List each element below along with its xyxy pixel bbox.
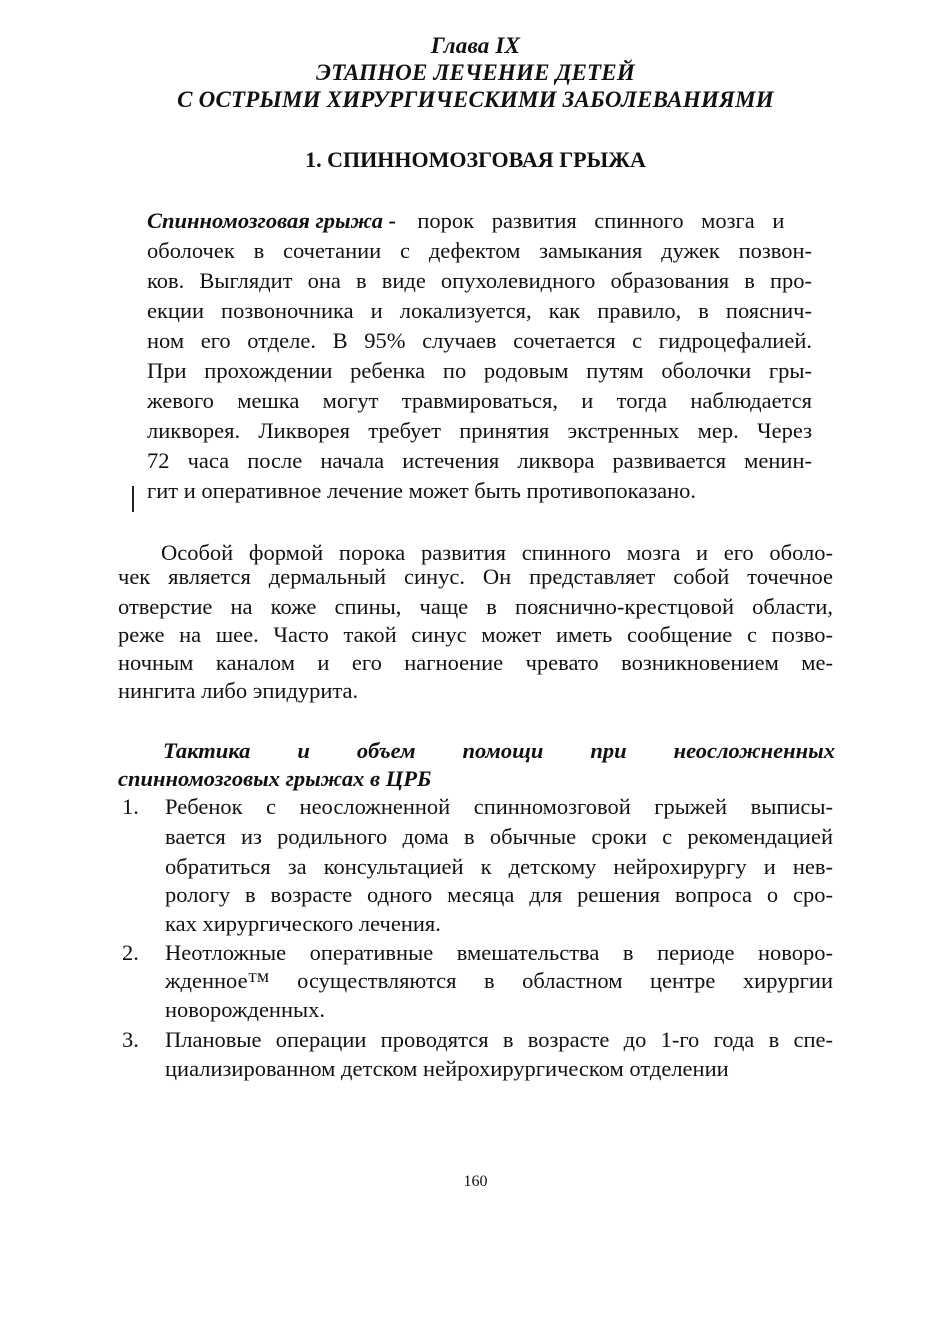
definition-line: ликворея. Ликворея требует принятия экстренных мер. Через xyxy=(147,418,812,443)
definition-line: жевого мешка могут травмироваться, и тогда наблюдается xyxy=(147,388,812,413)
paragraph-line: Особой формой порока развития спинного мозга и его оболо- xyxy=(161,540,833,565)
list-item-line: вается из родильного дома в обычные сроки с рекомендацией xyxy=(165,824,833,849)
list-number: 1. xyxy=(122,794,139,819)
paragraph-line: нингита либо эпидурита. xyxy=(118,678,359,703)
paragraph-line: ночным каналом и его нагноение чревато возникновением ме- xyxy=(118,650,833,675)
definition-line: ном его отделе. В 95% случаев сочетается с гидроцефалией. xyxy=(147,328,812,353)
list-item-line: жденное™ осуществляются в областном центре хирургии xyxy=(165,968,833,993)
definition-line: 72 часа после начала истечения ликвора развивается менин- xyxy=(147,448,812,473)
page-number: 160 xyxy=(463,1173,488,1190)
definition-term: Спинномозговая грыжа - xyxy=(147,208,397,233)
paragraph-line: реже на шее. Часто такой синус может иметь сообщение с позво- xyxy=(118,622,833,647)
list-item-line: ках хирургического лечения. xyxy=(165,911,441,936)
chapter-title-line-2: С ОСТРЫМИ ХИРУРГИЧЕСКИМИ ЗАБОЛЕВАНИЯМИ xyxy=(177,87,774,112)
chapter-number: Глава IX xyxy=(430,33,521,58)
list-item-line: Плановые операции проводятся в возрасте до 1-го года в спе- xyxy=(165,1027,833,1052)
list-item-line: Ребенок с неосложненной спинномозговой грыжей выписы- xyxy=(165,794,833,819)
definition-line: екции позвоночника и локализуется, как правило, в пояснич- xyxy=(147,298,812,323)
list-number: 2. xyxy=(122,940,139,965)
definition-line: гит и оперативное лечение может быть противопоказано. xyxy=(147,478,697,503)
list-item-line: рологу в возрасте одного месяца для решения вопроса о сро- xyxy=(165,882,833,907)
paragraph-line: чек является дермальный синус. Он представляет собой точечное xyxy=(118,564,833,589)
list-number: 3. xyxy=(122,1027,139,1052)
chapter-title-line-1: ЭТАПНОЕ ЛЕЧЕНИЕ ДЕТЕЙ xyxy=(316,60,635,85)
list-item-line: обратиться за консультацией к детскому нейрохирургу и нев- xyxy=(165,854,833,879)
definition-line: оболочек в сочетании с дефектом замыкания дужек позвон- xyxy=(147,238,812,263)
section-title: 1. СПИННОМОЗГОВАЯ ГРЫЖА xyxy=(305,147,646,172)
definition-line xyxy=(147,206,812,236)
list-item-line: циализированном детском нейрохирургическом отделении xyxy=(165,1056,729,1081)
definition-text: порок развития спинного мозга и xyxy=(417,208,785,233)
list-item-line: Неотложные оперативные вмешательства в периоде новоро- xyxy=(165,940,833,965)
list-item-line: новорожденных. xyxy=(165,997,326,1022)
paragraph-line: отверстие на коже спины, чаще в пояснично-крестцовой области, xyxy=(118,594,833,619)
margin-mark xyxy=(132,486,134,512)
definition-line: ков. Выглядит она в виде опухолевидного образования в про- xyxy=(147,268,812,293)
tactics-heading: Тактика и объем помощи при неосложненных xyxy=(163,738,835,763)
definition-line: При прохождении ребенка по родовым путям оболочки гры- xyxy=(147,358,812,383)
tactics-heading: спинномозговых грыжах в ЦРБ xyxy=(118,766,432,791)
